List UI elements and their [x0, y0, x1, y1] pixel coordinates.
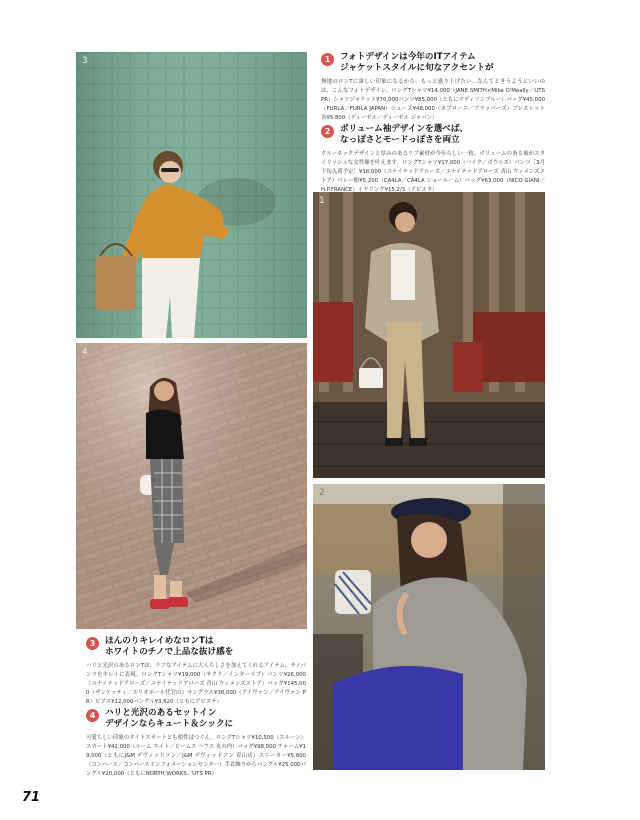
- photo-tile-wall-image: [76, 52, 307, 338]
- photo-4-label: 4: [82, 347, 89, 357]
- photo-autumn: [313, 484, 545, 770]
- caption-section-4: [86, 708, 306, 779]
- caption-section-3: [86, 636, 306, 707]
- caption-1-heading: [321, 52, 545, 74]
- caption-3-title-line-2: ホワイトのチノで上品な抜け感を: [105, 647, 234, 657]
- caption-2-body: クルーネックデザインと厚みのあるリブ素材が今年らしい一枚。ボリュームのある袖がスタイリッシュな女性像を叶えます。ロングTシャツ¥17,000（ハイク／ボウルズ）パンツ［3月下旬入荷予定］¥18,000（ユナイテッドアローズ／ユナイテッドアローズ 青山 ウィメンズストア）ベレー帽¥5,200（CA4LA／CA4LA ショールーム）バッグ¥63,000（NICO GIANI／H.P.FRANCE）イヤリング¥15,2/3（アビスタ）: [321, 151, 545, 193]
- caption-4-body: 可愛らしい印象のタイトスカートとも相性ばつぐん。ロングTシャツ¥10,500（エルーン）スカート¥42,000（ルーム エイト／ビームス ハウス 丸の内）バッグ¥98,000 チャーム¥19,000（ともにJ&M デヴィッドソン／J&M デヴィッドソン 青山店）スニーカー¥5,800（コンバース／コンバースインフォメーションセンター）手首飾りからバングル¥25,000バングル¥20,000（ともにNORTH WORKS／UTS PR）: [86, 735, 306, 777]
- caption-1-title-line-1: フォトデザインは今年のITアイテム: [340, 52, 476, 62]
- caption-section-2: [321, 124, 545, 195]
- photo-brick-pavement: [76, 343, 307, 629]
- photo-autumn-image: [313, 484, 545, 770]
- caption-4-number-badge: 4: [86, 709, 99, 722]
- photo-2-label: 2: [319, 488, 326, 498]
- caption-2-title-line-2: なっぽさとモードっぽさを両立: [340, 135, 460, 145]
- page-number: 71: [22, 790, 41, 805]
- photo-brick-image: [76, 343, 307, 629]
- caption-3-title-line-1: ほんのりキレイめなロンTは: [105, 636, 214, 646]
- caption-section-1: [321, 52, 545, 123]
- photo-cafe: [313, 192, 545, 478]
- caption-1-body: 無地のロンTに誰しい印象になるから、もっと盛り上げたい…なんてときうようといいのは、こんなフォトデザイン。ロングTシャツ¥14,000（JANE SMITH×Mike O'Meally／UTS PR）シャツジャケット¥70,000パンツ¥85,000（ともにマディソンブルー）バッグ¥45,000（FURLA／FURLA JAPAN）シューズ¥48,000（ネブローニ／ブラッパーズ）ブレスレット各¥5,800（ディーゼル／ディーゼル ジャパン）: [321, 79, 545, 121]
- photo-cafe-image: [313, 192, 545, 478]
- caption-2-number-badge: 2: [321, 125, 334, 138]
- caption-3-number-badge: 3: [86, 637, 99, 650]
- caption-4-title-line-1: ハリと光沢のあるセットイン: [105, 708, 217, 718]
- photo-tile-wall: [76, 52, 307, 338]
- photo-1-label: 1: [319, 196, 326, 206]
- caption-3-body: ハリと光沢のあるロンTは、ラフなアイテムに大人らしさを加えてくれるアイテム。チノパンツをキレイに表現。ロングTシャツ¥19,000（サクラ／インターリブ）パンツ¥26,000（ユナイテッドアローズ／ユナイテッドアローズ 青山 ウィメンズストア）バッグ¥145,000（ザンケッティ／エリオポール代官山）サングラス¥38,000（アイヴァン／アイヴァン PR）ピアス¥12,000バングル¥3,620（ともにアビステ）: [86, 663, 306, 705]
- caption-3-heading: [86, 636, 306, 658]
- caption-2-heading: [321, 124, 545, 146]
- photo-3-label: 3: [82, 56, 89, 66]
- caption-4-heading: [86, 708, 306, 730]
- caption-1-title-line-2: ジャケットスタイルに旬なアクセントが: [340, 63, 494, 73]
- caption-1-number-badge: 1: [321, 53, 334, 66]
- caption-2-title-line-1: ボリューム袖デザインを選べば、: [340, 124, 469, 134]
- caption-4-title-line-2: デザインならキュート＆シックに: [105, 719, 234, 729]
